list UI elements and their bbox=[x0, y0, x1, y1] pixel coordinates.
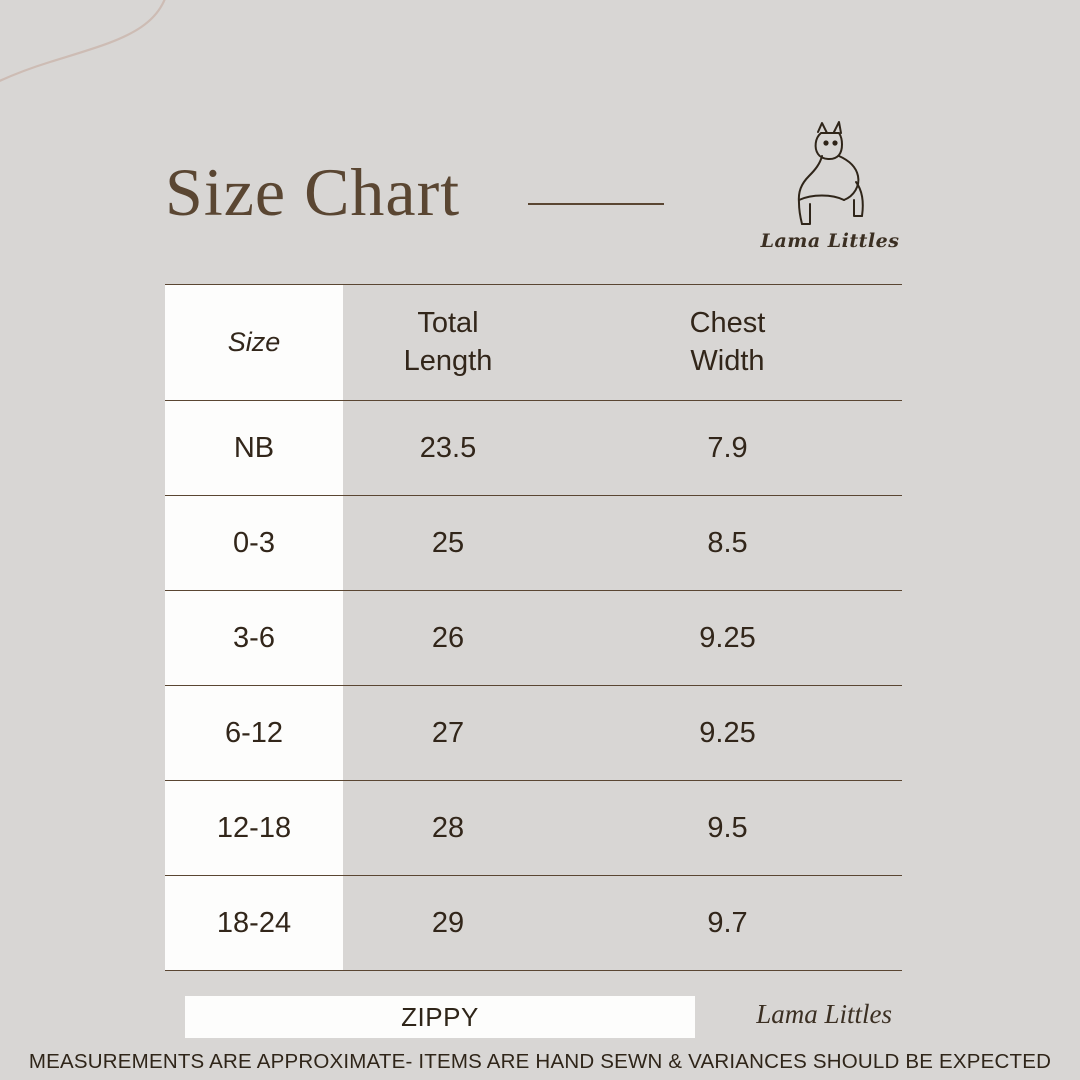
cell-chest-width: 9.25 bbox=[553, 591, 902, 686]
cell-size: 0-3 bbox=[165, 496, 343, 591]
cell-chest-width: 7.9 bbox=[553, 401, 902, 496]
cell-total-length: 29 bbox=[343, 876, 553, 971]
cell-size: NB bbox=[165, 401, 343, 496]
column-header-size: Size bbox=[165, 285, 343, 401]
footer-row bbox=[165, 996, 902, 1042]
title-rule bbox=[528, 203, 664, 205]
cell-chest-width: 9.5 bbox=[553, 781, 902, 876]
table-row bbox=[165, 686, 902, 781]
cell-total-length: 28 bbox=[343, 781, 553, 876]
cell-total-length: 26 bbox=[343, 591, 553, 686]
column-header-chest-width bbox=[553, 285, 902, 401]
brand-logo bbox=[755, 120, 905, 265]
footer-brand: Lama Littles bbox=[756, 999, 892, 1029]
table-row bbox=[165, 781, 902, 876]
cell-chest-width: 8.5 bbox=[553, 496, 902, 591]
cell-total-length: 25 bbox=[343, 496, 553, 591]
disclaimer-text: MEASUREMENTS ARE APPROXIMATE- ITEMS ARE HAND SEWN & VARIANCES SHOULD BE EXPECTED bbox=[28, 1050, 1052, 1073]
size-chart-table-wrap bbox=[165, 284, 902, 971]
cell-total-length: 27 bbox=[343, 686, 553, 781]
product-label: ZIPPY bbox=[185, 996, 695, 1038]
column-header-total-length-line1: Total bbox=[417, 306, 479, 339]
table-header-row bbox=[165, 285, 902, 401]
logo-wordmark: Lama Littles bbox=[760, 230, 900, 252]
cell-size: 18-24 bbox=[165, 876, 343, 971]
cell-size: 6-12 bbox=[165, 686, 343, 781]
header bbox=[165, 150, 905, 270]
page-title: Size Chart bbox=[165, 154, 461, 230]
cell-total-length: 23.5 bbox=[343, 401, 553, 496]
column-header-chest-width-line1: Chest bbox=[689, 306, 766, 339]
table-row bbox=[165, 401, 902, 496]
table-row bbox=[165, 591, 902, 686]
column-header-total-length bbox=[343, 285, 553, 401]
cell-size: 3-6 bbox=[165, 591, 343, 686]
column-header-total-length-line2: Length bbox=[403, 344, 493, 377]
column-header-chest-width-line2: Width bbox=[690, 344, 765, 377]
size-chart-table bbox=[165, 284, 902, 971]
cell-chest-width: 9.25 bbox=[553, 686, 902, 781]
llama-icon bbox=[782, 120, 878, 228]
cell-chest-width: 9.7 bbox=[553, 876, 902, 971]
table-row bbox=[165, 876, 902, 971]
cell-size: 12-18 bbox=[165, 781, 343, 876]
table-row bbox=[165, 496, 902, 591]
